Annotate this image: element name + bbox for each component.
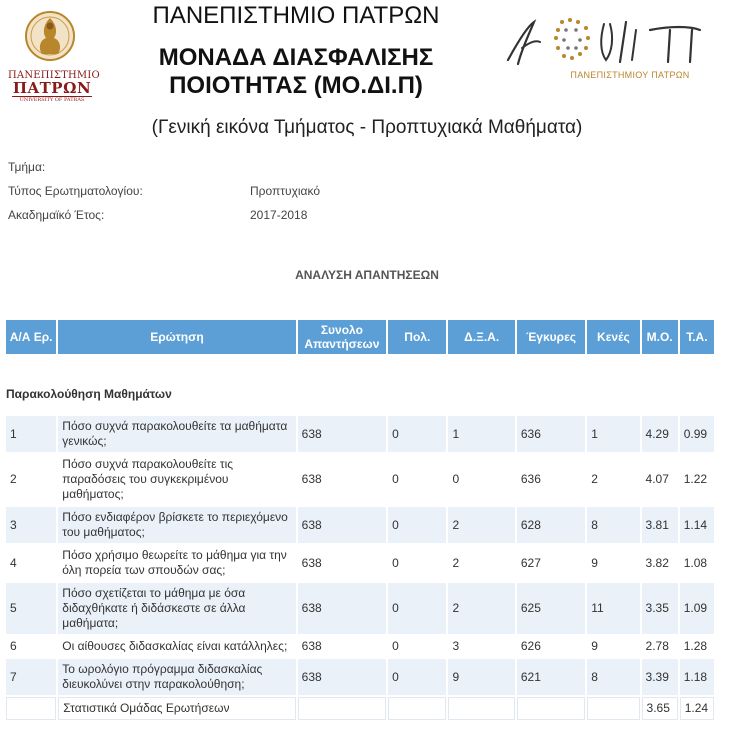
cell-id: 5 [6,583,56,634]
table-row [6,636,714,657]
cell-pol: 0 [388,416,446,452]
table-row [6,545,714,581]
meta-year [8,206,408,230]
page-subtitle: (Γενική εικόνα Τμήματος - Προπτυχιακά Μαθήματα) [151,117,583,138]
cell-valid: 621 [517,659,585,695]
cell-dxa: 9 [448,659,514,695]
cell-id: 1 [6,416,56,452]
col-header-valid: Έγκυρες [517,320,585,354]
cell-dxa: 2 [448,583,514,634]
cell-empty: 8 [587,507,639,543]
cell-total: 638 [298,545,387,581]
cell-id: 4 [6,545,56,581]
group-row [6,374,714,414]
cell-valid: 636 [517,416,585,452]
cell-mean: 3.35 [642,583,678,634]
university-seal-icon [24,8,76,68]
year-label: Ακαδημαϊκό Έτος: [8,208,105,222]
cell-sd: 1.18 [680,659,714,695]
table-row [6,659,714,695]
cell-sd: 0.99 [680,416,714,452]
cell-pol: 0 [388,507,446,543]
cell-empty: 1 [587,416,639,452]
cell-question: Πόσο χρήσιμο θεωρείτε το μάθημα για την όλη πορεία των σπουδών σας; [58,545,295,581]
cell-question: Πόσο ενδιαφέρον βρίσκετε το περιεχόμενο του μαθήματος; [58,507,295,543]
cell-empty: 9 [587,636,639,657]
table-row [6,507,714,543]
cell-valid: 627 [517,545,585,581]
cell-total: 638 [298,454,387,505]
cell-empty: 2 [587,454,639,505]
university-logo [4,8,100,103]
department-label: Τμήμα: [8,160,46,174]
stats-label: Στατιστικά Ομάδας Ερωτήσεων [58,697,295,720]
logo-line-3: UNIVERSITY OF PATRAS [12,96,92,103]
stats-empty-cell [517,697,585,720]
cell-question: Πόσο σχετίζεται το μάθημα με όσα διδαχθήκατε ή διδάσκεστε σε άλλα μαθήματα; [58,583,295,634]
cell-empty: 11 [587,583,639,634]
table-row [6,416,714,452]
col-header-pol: Πολ. [388,320,446,354]
questionnaire-value: Προπτυχιακό [250,184,321,198]
meta-department [8,158,408,182]
answers-table [4,318,716,722]
cell-id: 7 [6,659,56,695]
stats-empty-cell [587,697,639,720]
cell-empty: 9 [587,545,639,581]
cell-sd: 1.09 [680,583,714,634]
meta-questionnaire [8,182,408,206]
cell-empty: 8 [587,659,639,695]
cell-mean: 3.39 [642,659,678,695]
cell-mean: 4.07 [642,454,678,505]
cell-id: 3 [6,507,56,543]
table-row [6,454,714,505]
cell-total: 638 [298,659,387,695]
group-stats-row [6,697,714,720]
stats-empty-cell [298,697,387,720]
cell-sd: 1.28 [680,636,714,657]
cell-id: 6 [6,636,56,657]
cell-question: Πόσο συχνά παρακολουθείτε τα μαθήματα γενικώς; [58,416,295,452]
cell-valid: 636 [517,454,585,505]
stats-mean: 3.65 [642,697,678,720]
cell-dxa: 2 [448,545,514,581]
cell-mean: 4.29 [642,416,678,452]
cell-pol: 0 [388,659,446,695]
cell-total: 638 [298,507,387,543]
group-title: Παρακολούθηση Μαθημάτων [6,374,714,414]
cell-total: 638 [298,636,387,657]
cell-question: Οι αίθουσες διδασκαλίας είναι κατάλληλες; [58,636,295,657]
logo-line-1: ΠΑΝΕΠΙΣΤΗΜΙΟ [8,70,100,81]
col-header-mean: Μ.Ο. [642,320,678,354]
col-header-sd: Τ.Α. [680,320,714,354]
cell-valid: 628 [517,507,585,543]
cell-sd: 1.08 [680,545,714,581]
stats-empty-cell [388,697,446,720]
logo-line-2: ΠΑΤΡΩΝ [12,79,92,97]
stats-empty-cell [448,697,514,720]
report-meta [8,158,408,230]
stats-sd: 1.24 [680,697,714,720]
cell-mean: 3.81 [642,507,678,543]
cell-dxa: 2 [448,507,514,543]
cell-dxa: 0 [448,454,514,505]
col-header-dxa: Δ.Ξ.Α. [448,320,514,354]
table-header-row [6,320,714,354]
cell-sd: 1.14 [680,507,714,543]
unit-title: ΜΟΝΑΔΑ ΔΙΑΣΦΑΛΙΣΗΣ ΠΟΙΟΤΗΤΑΣ (ΜΟ.ΔΙ.Π) [158,44,434,99]
cell-question: Πόσο συχνά παρακολουθείτε τις παραδόσεις του συγκεκριμένου μαθήματος; [58,454,295,505]
analysis-heading: ΑΝΑΛΥΣΗ ΑΠΑΝΤΗΣΕΩΝ [295,268,439,282]
cell-sd: 1.22 [680,454,714,505]
year-value: 2017-2018 [250,208,308,222]
modip-logo-subtitle: ΠΑΝΕΠΙΣΤΗΜΙΟΥ ΠΑΤΡΩΝ [570,70,690,80]
table-row [6,583,714,634]
cell-valid: 626 [517,636,585,657]
col-header-empty: Κενές [587,320,639,354]
cell-total: 638 [298,416,387,452]
col-header-total: Συνολο Απαντήσεων [298,320,387,354]
cell-dxa: 3 [448,636,514,657]
cell-dxa: 1 [448,416,514,452]
spacer-row [6,356,714,372]
cell-mean: 2.78 [642,636,678,657]
cell-pol: 0 [388,545,446,581]
cell-total: 638 [298,583,387,634]
col-header-id: Α/Α Ερ. [6,320,56,354]
cell-valid: 625 [517,583,585,634]
cell-mean: 3.82 [642,545,678,581]
cell-pol: 0 [388,454,446,505]
questionnaire-label: Τύπος Ερωτηματολογίου: [8,184,143,198]
stats-empty-cell [6,697,56,720]
col-header-question: Ερώτηση [58,320,295,354]
table-body [6,356,714,720]
cell-pol: 0 [388,583,446,634]
cell-pol: 0 [388,636,446,657]
cell-id: 2 [6,454,56,505]
cell-question: Το ωρολόγιο πρόγραμμα διδασκαλίας διευκολύνει στην παρακολούθηση; [58,659,295,695]
university-title: ΠΑΝΕΠΙΣΤΗΜΙΟ ΠΑΤΡΩΝ [152,2,440,29]
